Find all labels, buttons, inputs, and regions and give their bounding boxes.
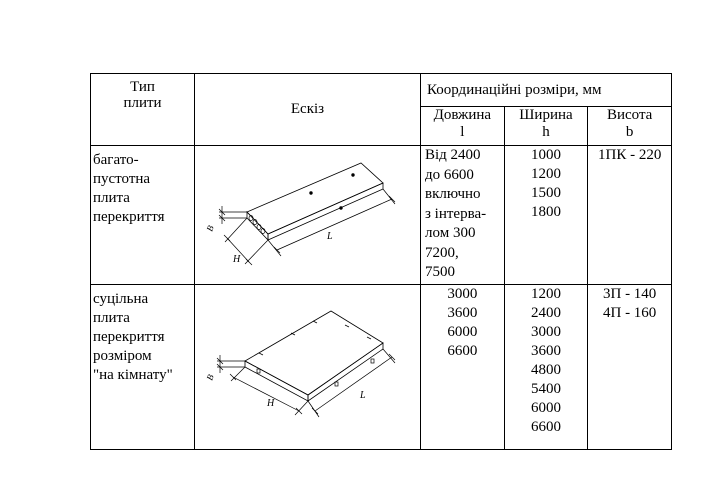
length-line: 7500: [425, 264, 455, 280]
slab-table: [90, 73, 672, 450]
dim-h: [224, 218, 268, 265]
width-value: 1200: [530, 286, 561, 302]
width-value: 4800: [530, 362, 561, 378]
width-value: 3000: [530, 324, 561, 340]
length-line: до 6600: [425, 166, 474, 183]
width-cell: [504, 146, 588, 285]
sketch-cell: [195, 285, 421, 450]
header-length-label: Довжина: [433, 107, 492, 123]
width-value: 6600: [530, 419, 561, 435]
width-value: 1500: [530, 185, 561, 201]
dim-l-label: L: [327, 231, 333, 242]
dim-b-label: B: [204, 224, 216, 233]
slab-top-face: [245, 311, 383, 395]
width-value: 6000: [530, 400, 561, 416]
slab-name-line: розміром: [93, 348, 152, 364]
dim-b-label: B: [204, 373, 216, 382]
width-value: 3600: [530, 343, 561, 359]
width-value: 2400: [530, 305, 561, 321]
dim-h-label: H: [267, 398, 275, 409]
height-value: 1ПК - 220: [597, 147, 662, 163]
length-line: 7200,: [425, 244, 459, 261]
table-row: [91, 146, 672, 285]
slab-name-line: перекриття: [93, 209, 165, 225]
slab-notches: [257, 321, 374, 386]
hollow-slab-sketch: [195, 146, 420, 284]
length-value: 6000: [447, 324, 478, 340]
header-type-line2: плити: [123, 95, 162, 111]
slab-name-line: пустотна: [93, 171, 151, 187]
slab-name-line: багато-: [93, 152, 139, 168]
table-row: [91, 285, 672, 450]
header-sketch: Ескіз: [195, 74, 421, 146]
slab-name-line: "на кімнату": [93, 367, 173, 383]
slab-end-face: [247, 212, 268, 240]
slab-name-line: суцільна: [93, 291, 149, 307]
dim-l: [268, 189, 395, 256]
slab-name-cell: [91, 285, 195, 450]
slab-end-face: [245, 361, 308, 401]
width-value: 1200: [530, 166, 561, 182]
header-coord: Координаційні розміри, мм: [421, 74, 672, 107]
dim-b: [219, 206, 247, 224]
width-value: 5400: [530, 381, 561, 397]
width-cell: [504, 285, 588, 450]
slab-voids: [249, 216, 265, 234]
header-type-line1: Тип: [130, 79, 155, 95]
header-height: [588, 107, 672, 146]
slab-name-line: перекриття: [93, 329, 165, 345]
length-line: з інтерва-: [425, 205, 487, 222]
width-value: 1800: [530, 204, 561, 220]
header-type: [91, 74, 195, 146]
slab-name-cell: [91, 146, 195, 285]
solid-slab-sketch: [195, 285, 420, 449]
length-cell: [421, 285, 505, 450]
length-value: 3000: [447, 286, 478, 302]
header-height-label: Висота: [606, 107, 653, 123]
slab-side-face: [268, 183, 383, 240]
length-line: включно: [425, 186, 481, 202]
header-width-sym: h: [542, 124, 550, 140]
header-height-sym: b: [625, 124, 634, 140]
header-width: [504, 107, 588, 146]
slab-side-face: [308, 343, 383, 401]
header-length-sym: l: [460, 124, 465, 140]
length-value: 3600: [447, 305, 478, 321]
slab-name-line: плита: [93, 190, 130, 206]
width-value: 1000: [530, 147, 561, 163]
dim-l-label: L: [360, 390, 366, 401]
length-value: 6600: [447, 343, 478, 359]
height-value: 4П - 160: [602, 305, 657, 321]
header-width-label: Ширина: [519, 107, 573, 123]
slab-name-line: плита: [93, 310, 130, 326]
dim-l: [308, 349, 395, 417]
height-value: 3П - 140: [602, 286, 657, 302]
height-cell: [588, 146, 672, 285]
dim-b: [217, 355, 245, 373]
height-cell: [588, 285, 672, 450]
sketch-cell: [195, 146, 421, 285]
length-line: лом 300: [425, 225, 476, 241]
length-line: Від 2400: [425, 147, 481, 163]
dim-h-label: H: [233, 254, 241, 265]
header-length: [421, 107, 505, 146]
length-cell: [421, 146, 505, 285]
slab-top-face: [247, 163, 383, 234]
